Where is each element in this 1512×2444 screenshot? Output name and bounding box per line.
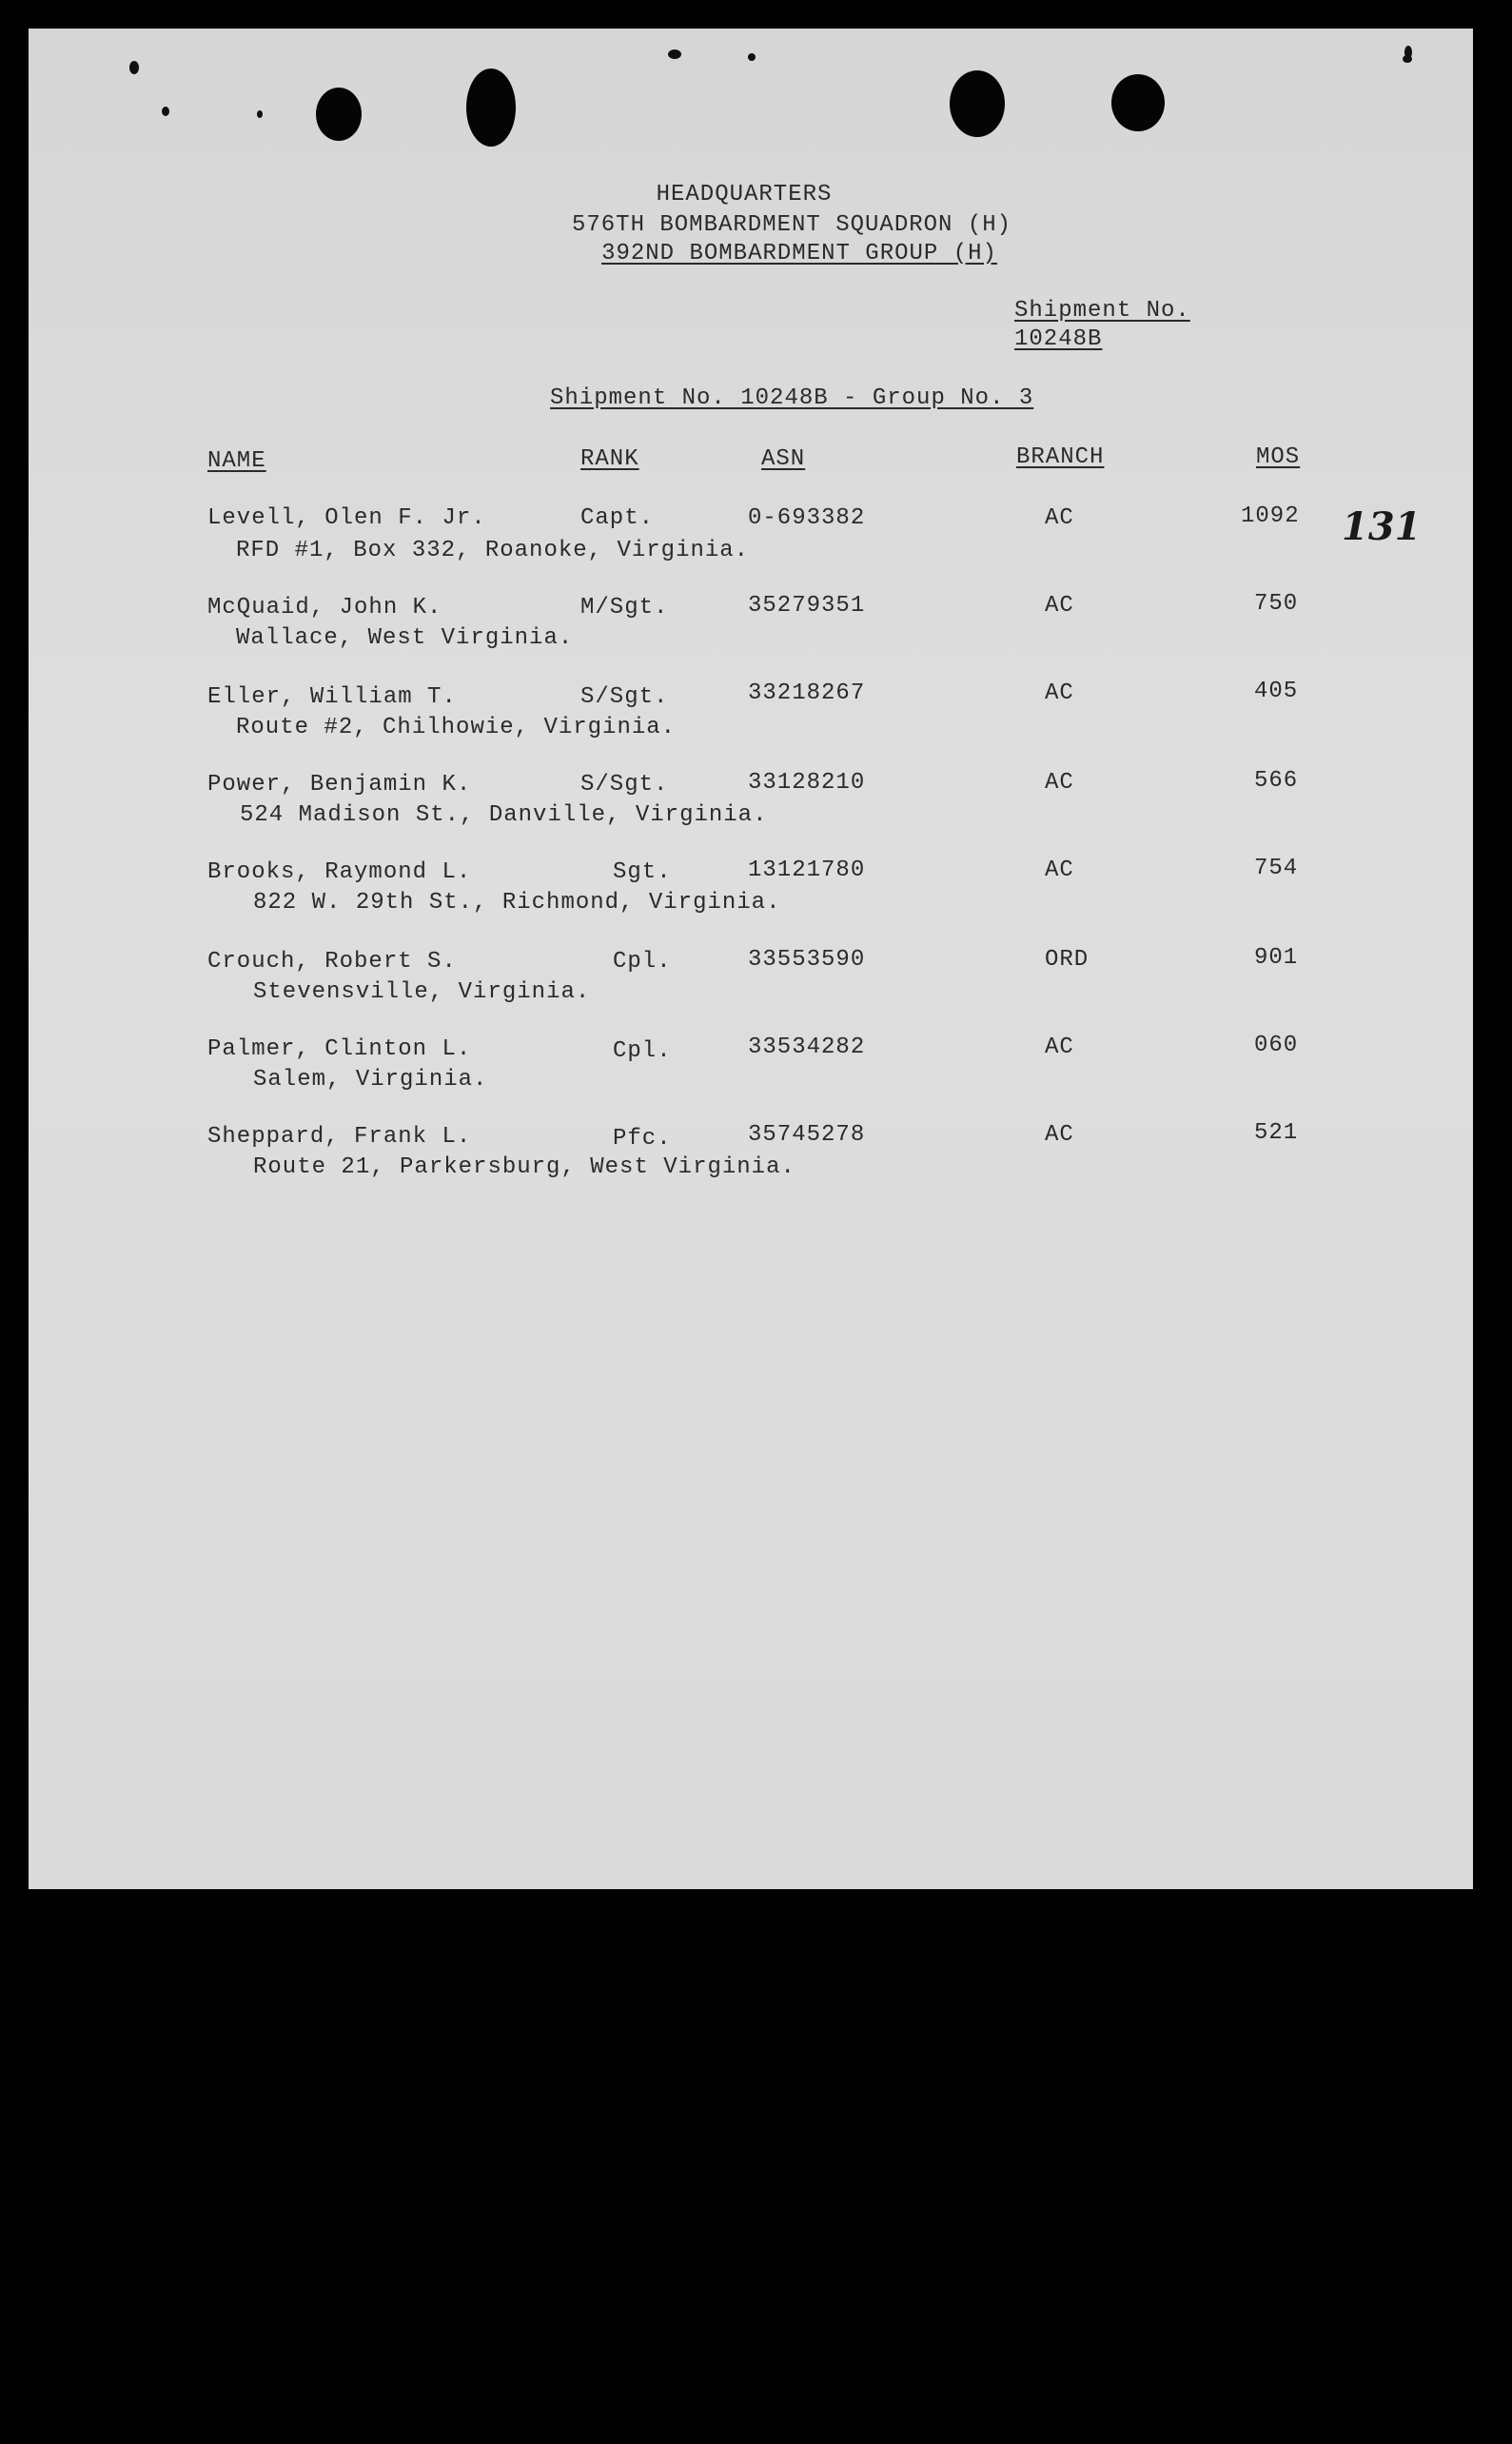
roster-address: 822 W. 29th St., Richmond, Virginia.: [253, 890, 781, 916]
roster-mos: 750: [1254, 591, 1299, 617]
roster-address: 524 Madison St., Danville, Virginia.: [240, 802, 768, 828]
roster-asn: 0-693382: [748, 505, 866, 531]
shipment-group-title: Shipment No. 10248B - Group No. 3: [550, 385, 1034, 411]
roster-name: Eller, William T.: [207, 684, 457, 710]
roster-rank: Cpl.: [613, 949, 672, 975]
roster-address: Route 21, Parkersburg, West Virginia.: [253, 1154, 795, 1180]
handwritten-page-number: 131: [1342, 504, 1422, 549]
roster-rank: Cpl.: [613, 1038, 672, 1064]
shipment-label: Shipment No.: [1014, 298, 1190, 324]
column-header-rank: RANK: [580, 446, 639, 472]
roster-address: Salem, Virginia.: [253, 1067, 488, 1093]
roster-branch: AC: [1045, 593, 1074, 619]
roster-name: Levell, Olen F. Jr.: [207, 505, 486, 531]
roster-mos: 566: [1254, 768, 1299, 794]
roster-address: Route #2, Chilhowie, Virginia.: [236, 715, 677, 740]
roster-branch: AC: [1045, 1035, 1074, 1060]
roster-mos: 405: [1254, 679, 1299, 704]
roster-asn: 13121780: [748, 857, 866, 883]
punch-hole: [316, 88, 362, 141]
roster-rank: Sgt.: [613, 859, 672, 885]
column-header-asn: ASN: [761, 446, 806, 472]
roster-asn: 33218267: [748, 680, 866, 706]
header-line-1: HEADQUARTERS: [656, 182, 833, 207]
roster-asn: 35745278: [748, 1122, 866, 1148]
roster-rank: Pfc.: [613, 1126, 672, 1152]
roster-branch: ORD: [1045, 947, 1090, 973]
punch-hole: [950, 70, 1005, 137]
roster-rank: S/Sgt.: [580, 772, 669, 798]
speck: [129, 61, 139, 74]
roster-rank: S/Sgt.: [580, 684, 669, 710]
roster-name: Sheppard, Frank L.: [207, 1124, 472, 1150]
speck: [748, 53, 756, 61]
roster-name: Brooks, Raymond L.: [207, 859, 472, 885]
roster-branch: AC: [1045, 857, 1074, 883]
header-line-2: 576TH BOMBARDMENT SQUADRON (H): [571, 212, 1012, 238]
column-header-name: NAME: [207, 448, 266, 474]
roster-asn: 33128210: [748, 770, 866, 796]
speck: [162, 107, 169, 116]
roster-address: Stevensville, Virginia.: [253, 979, 591, 1005]
roster-mos: 1092: [1241, 503, 1300, 529]
roster-mos: 901: [1254, 945, 1299, 971]
speck: [668, 49, 681, 59]
shipment-number: 10248B: [1014, 326, 1103, 352]
roster-mos: 754: [1254, 856, 1299, 881]
roster-branch: AC: [1045, 680, 1074, 706]
speck: [1404, 46, 1412, 59]
roster-mos: 060: [1254, 1033, 1299, 1058]
roster-branch: AC: [1045, 1122, 1074, 1148]
roster-asn: 35279351: [748, 593, 866, 619]
roster-name: Palmer, Clinton L.: [207, 1036, 472, 1062]
roster-branch: AC: [1045, 770, 1074, 796]
roster-name: McQuaid, John K.: [207, 595, 442, 621]
column-header-branch: BRANCH: [1016, 444, 1105, 470]
roster-name: Crouch, Robert S.: [207, 949, 457, 975]
roster-rank: Capt.: [580, 505, 655, 531]
roster-asn: 33534282: [748, 1035, 866, 1060]
roster-mos: 521: [1254, 1120, 1299, 1146]
roster-address: Wallace, West Virginia.: [236, 625, 574, 651]
punch-hole: [466, 69, 516, 147]
roster-rank: M/Sgt.: [580, 595, 669, 621]
roster-asn: 33553590: [748, 947, 866, 973]
roster-name: Power, Benjamin K.: [207, 772, 472, 798]
header-line-3: 392ND BOMBARDMENT GROUP (H): [601, 241, 997, 266]
punch-hole: [1111, 74, 1165, 131]
roster-branch: AC: [1045, 505, 1074, 531]
roster-address: RFD #1, Box 332, Roanoke, Virginia.: [236, 538, 750, 563]
speck: [257, 110, 263, 118]
column-header-mos: MOS: [1256, 444, 1301, 470]
